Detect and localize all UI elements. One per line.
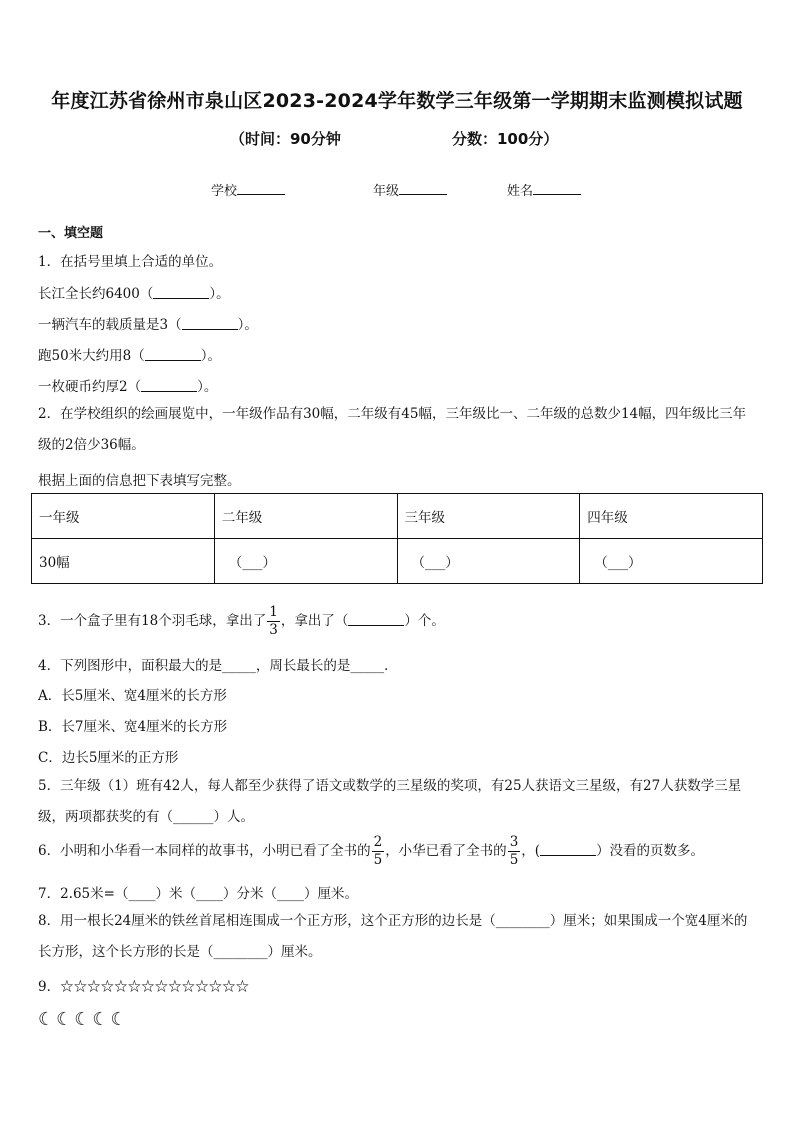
- table-cell: 30幅: [32, 539, 215, 584]
- school-label: 学校: [211, 184, 238, 199]
- grades-table: [31, 493, 763, 584]
- answer-blank[interactable]: [540, 842, 596, 856]
- table-header-cell: 三年级: [397, 494, 580, 539]
- section-heading: 一、填空题: [38, 226, 104, 241]
- q5-text: 5．三年级（1）班有42人，每人都至少获得了语文或数学的三星级的奖项，有25人获语文三星级，有27人获数学三星级，两项都获奖的有（______）人。: [38, 778, 742, 825]
- answer-blank[interactable]: [348, 612, 404, 626]
- q1-stem: 1．在括号里填上合适的单位。: [38, 254, 223, 270]
- fraction: $\frac{3}{5}$: [509, 834, 519, 868]
- name-label: 姓名: [507, 184, 534, 199]
- q8-text: 8．用一根长24厘米的铁丝首尾相连围成一个正方形，这个正方形的边长是（________）厘米；如果围成一个宽4厘米的长方形，这个长方形的长是（________）厘米。: [38, 913, 748, 960]
- table-header-row: [32, 494, 763, 539]
- q4-stem: 4．下列图形中，面积最大的是_____，周长最长的是_____．: [38, 658, 398, 674]
- table-cell-answer[interactable]: （___）: [214, 539, 397, 584]
- q6-line: 6．小明和小华看一本同样的故事书，小明已看了全书的 $\frac{2}{5}$ ，小华已看了全书的 $\frac{3}{5}$ ，( ）没看的页数多。: [38, 834, 705, 868]
- grade-blank[interactable]: [399, 182, 447, 195]
- name-field[interactable]: [507, 180, 581, 199]
- q2-instruction: 根据上面的信息把下表填写完整。: [38, 473, 241, 489]
- fraction: $\frac{1}{3}$: [269, 604, 278, 638]
- exam-score: 分数：100分）: [452, 130, 559, 148]
- name-blank[interactable]: [533, 182, 581, 195]
- answer-blank[interactable]: [182, 316, 238, 330]
- moon-icons: ☾☾☾☾☾: [38, 1009, 129, 1030]
- q7-text: 7．2.65米=（____）米（____）分米（____）厘米。: [38, 886, 358, 902]
- school-field[interactable]: [211, 180, 285, 199]
- fraction: $\frac{2}{5}$: [373, 834, 383, 868]
- table-cell-answer[interactable]: （___）: [397, 539, 580, 584]
- answer-blank[interactable]: [141, 378, 197, 392]
- q3-line: 3．一个盒子里有18个羽毛球，拿出了 $\frac{1}{3}$ ，拿出了（ ）个。: [38, 604, 445, 638]
- q9-text: 9．☆☆☆☆☆☆☆☆☆☆☆☆☆☆: [38, 979, 250, 995]
- q1-item: 跑50米大约用8（ ）。: [38, 348, 222, 364]
- exam-time: （时间：90分钟: [230, 130, 341, 148]
- page-title: 年度江苏省徐州市泉山区2023-2024学年数学三年级第一学期期末监测模拟试题: [51, 90, 743, 112]
- answer-blank[interactable]: [153, 285, 209, 299]
- answer-blank[interactable]: [145, 347, 201, 361]
- table-row: [32, 539, 763, 584]
- q4-option: C．边长5厘米的正方形: [38, 750, 179, 766]
- q2-stem: 2．在学校组织的绘画展览中，一年级作品有30幅，二年级有45幅，三年级比一、二年级的总数少14幅，四年级比三年级的2倍少36幅。: [38, 406, 747, 453]
- grade-field[interactable]: [373, 180, 447, 199]
- table-cell-answer[interactable]: （___）: [580, 539, 763, 584]
- grade-label: 年级: [373, 184, 400, 199]
- q1-item: 长江全长约6400（ ）。: [38, 286, 230, 302]
- table-header-cell: 二年级: [214, 494, 397, 539]
- q1-item: 一辆汽车的载质量是3（ ）。: [38, 317, 258, 333]
- q4-option: A．长5厘米、宽4厘米的长方形: [38, 688, 227, 704]
- table-header-cell: 一年级: [32, 494, 215, 539]
- school-blank[interactable]: [237, 182, 285, 195]
- q4-option: B．长7厘米、宽4厘米的长方形: [38, 719, 228, 735]
- table-header-cell: 四年级: [580, 494, 763, 539]
- q1-item: 一枚硬币约厚2（ ）。: [38, 379, 218, 395]
